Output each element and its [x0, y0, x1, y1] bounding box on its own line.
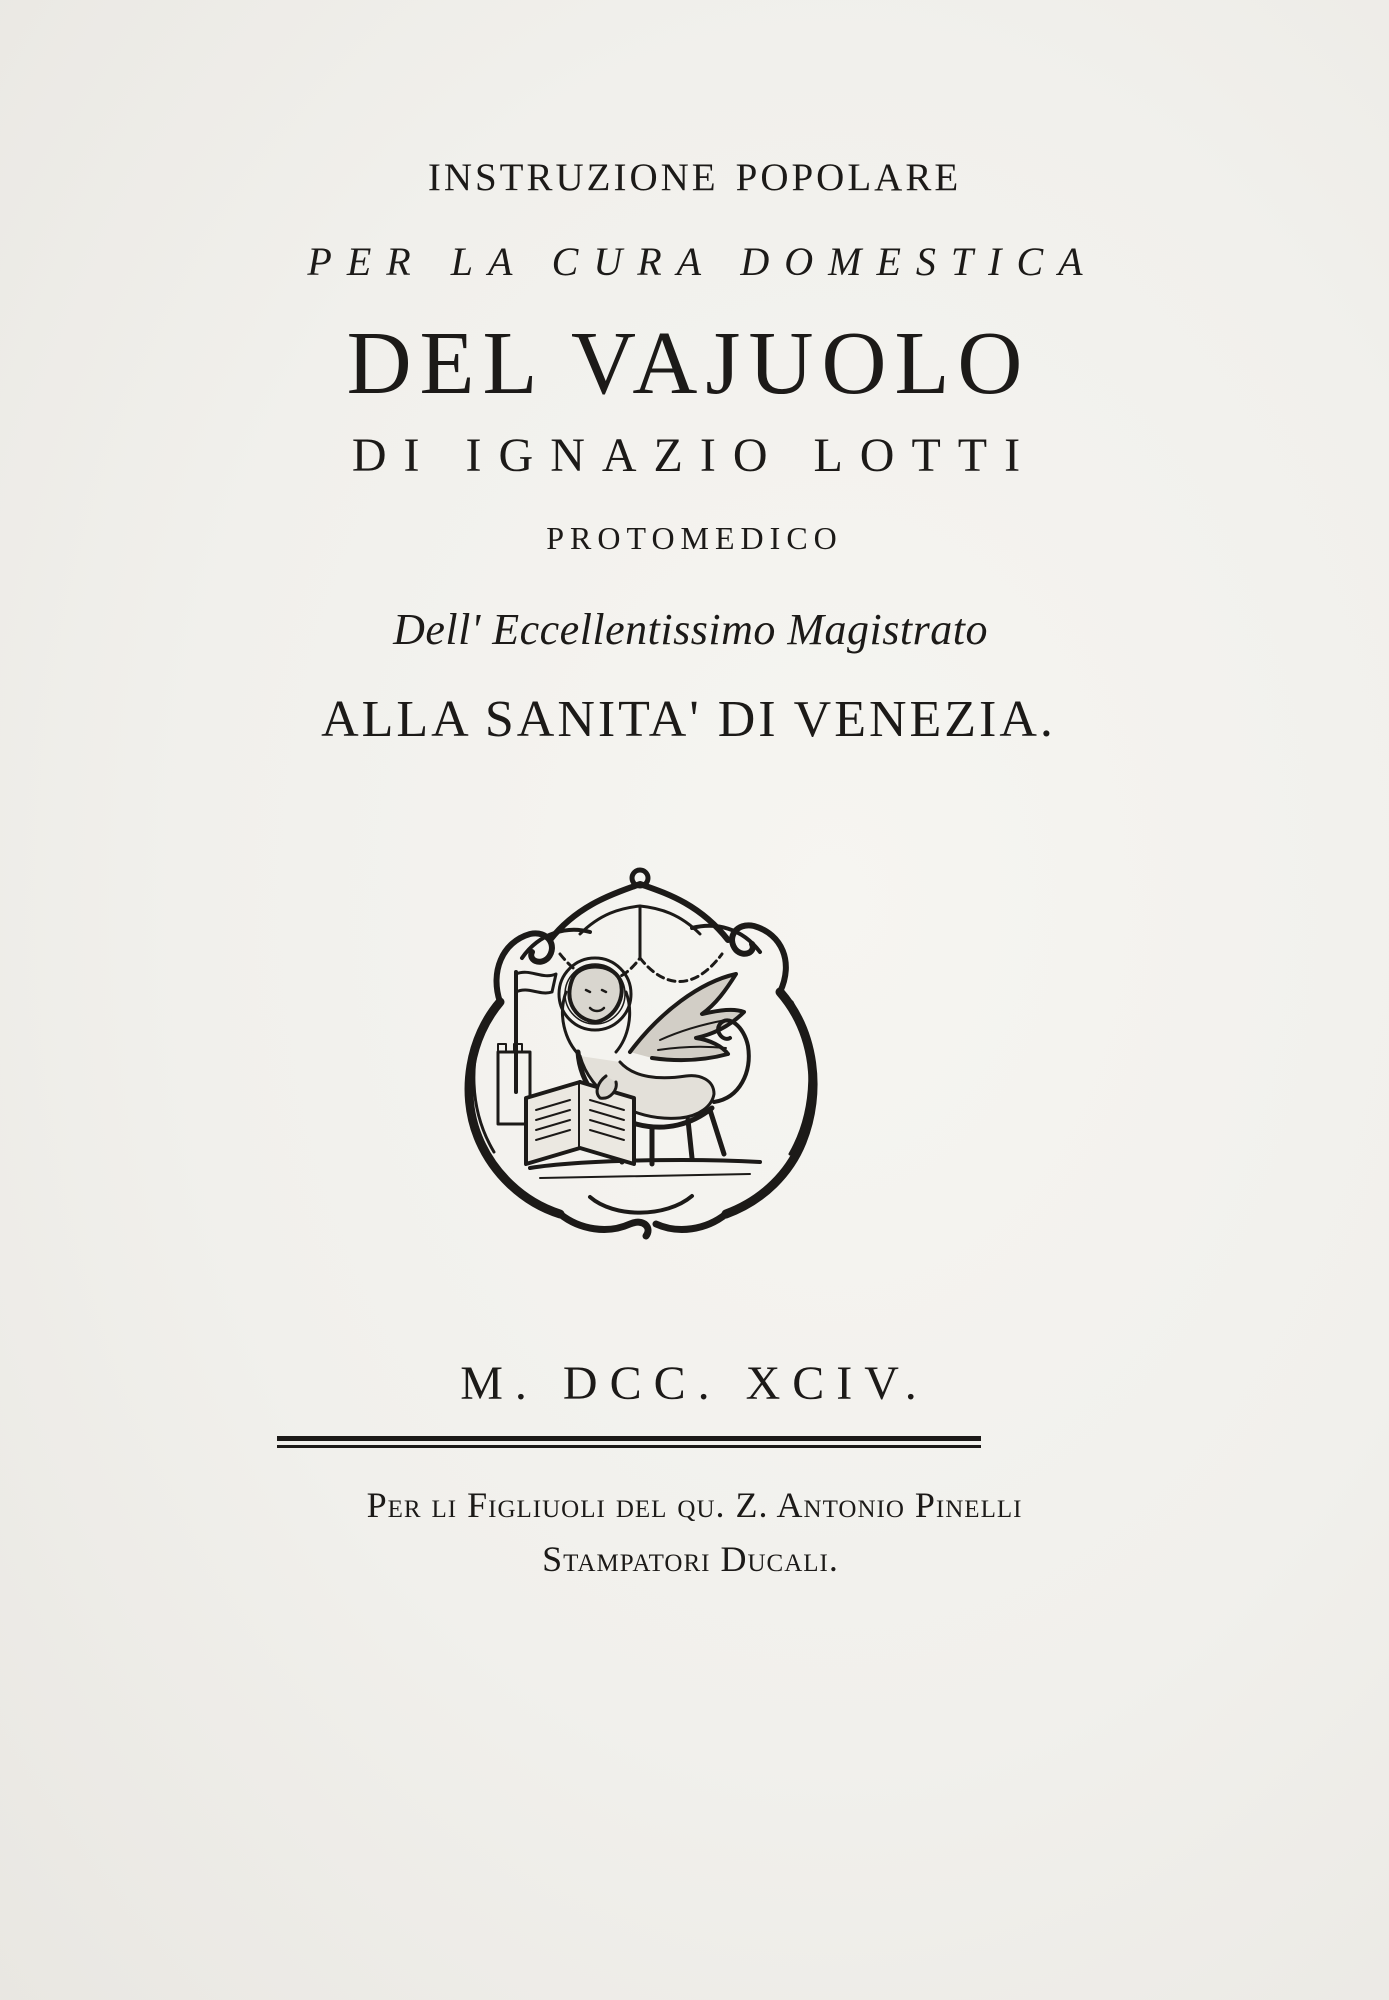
magistrato-line: Dell' Eccellentissimo Magistrato [393, 605, 988, 654]
imprint-printer: Per li Figliuoli del qu. Z. Antonio Pinelli [366, 1485, 1023, 1525]
author-line: DI IGNAZIO LOTTI [351, 429, 1038, 482]
double-rule [277, 1434, 981, 1454]
title-line-vajuolo: DEL VAJUOLO [346, 314, 1031, 413]
author-title: PROTOMEDICO [546, 520, 843, 556]
imprint-year: M. DCC. XCIV. [460, 1357, 929, 1410]
venezia-line: ALLA SANITA' DI VENEZIA. [321, 691, 1056, 748]
lion-of-saint-mark-emblem [430, 862, 850, 1242]
title-line-instruzione: instruzione popolare [427, 141, 962, 203]
title-line-cura-domestica: PER LA CURA DOMESTICA [307, 239, 1098, 284]
imprint-stampatori: Stampatori Ducali. [542, 1539, 839, 1579]
